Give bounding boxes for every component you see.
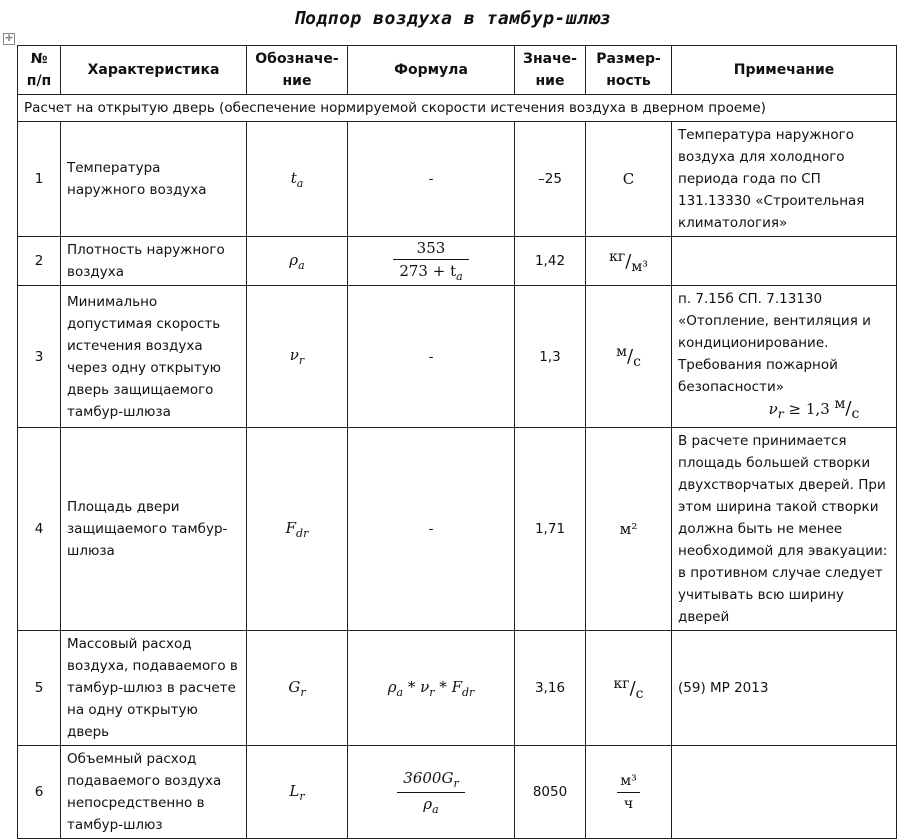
row-value: 1,42 [515,237,586,286]
row-unit: кг/с [586,631,672,746]
row-value: 1,71 [515,428,586,631]
row-unit: С [586,122,672,237]
row-unit: м³ ч [586,746,672,839]
header-dimension: Размер-ность [586,46,672,95]
header-formula: Формула [348,46,515,95]
row-formula: - [348,122,515,237]
table-row [18,631,897,746]
row-unit: кг/м³ [586,237,672,286]
row-num: 6 [18,746,61,839]
section-title: Расчет на открытую дверь (обеспечение нормируемой скорости истечения воздуха в дверном проеме) [18,95,897,122]
calculation-table [17,45,897,839]
row-symbol: $t_a$ [247,122,348,237]
table-row [18,428,897,631]
row-formula: $\frac{353}{273 + t_a}$ [348,237,515,286]
row-note: п. 7.15б СП. 7.13130 «Отопление, вентиляция и кондиционирование. Требования пожарной безопасности» $\nu_r \ge 1,3$ м/с [672,286,897,428]
table-row [18,237,897,286]
row-formula: - [348,286,515,428]
row-value: 3,16 [515,631,586,746]
row-note [672,237,897,286]
row-value: –25 [515,122,586,237]
row-num: 2 [18,237,61,286]
row-symbol: $G_r$ [247,631,348,746]
row-num: 1 [18,122,61,237]
move-anchor-icon[interactable]: ✛ [3,33,15,45]
row-characteristic: Минимально допустимая скорость истечения воздуха через одну открытую дверь защищаемого тамбур-шлюза [61,286,247,428]
row-formula: - [348,428,515,631]
row-value: 8050 [515,746,586,839]
header-num: № п/п [18,46,61,95]
row-symbol: $\rho_a$ [247,237,348,286]
header-characteristic: Характеристика [61,46,247,95]
row-num: 5 [18,631,61,746]
row-note: В расчете принимается площадь большей створки двухстворчатых дверей. При этом ширина такой створки должна быть не менее необходимой для эвакуации: в противном случае следует учитывать всю ширину дверей [672,428,897,631]
row-formula: $\rho_a * \nu_r * F_{dr}$ [348,631,515,746]
note-formula: $\nu_r \ge 1,3$ м/с [768,396,860,422]
row-symbol: $\nu_r$ [247,286,348,428]
row-characteristic: Массовый расход воздуха, подаваемого в тамбур-шлюз в расчете на одну открытую дверь [61,631,247,746]
row-unit: м² [586,428,672,631]
table-row [18,746,897,839]
row-characteristic: Плотность наружного воздуха [61,237,247,286]
row-formula: $\frac{3600G_r}{\rho_a}$ [348,746,515,839]
row-symbol: $F_{dr}$ [247,428,348,631]
row-note [672,746,897,839]
row-characteristic: Объемный расход подаваемого воздуха непосредственно в тамбур-шлюз [61,746,247,839]
header-note: Примечание [672,46,897,95]
row-note: (59) МР 2013 [672,631,897,746]
section-row [18,95,897,122]
row-value: 1,3 [515,286,586,428]
row-num: 3 [18,286,61,428]
table-row [18,122,897,237]
row-characteristic: Площадь двери защищаемого тамбур-шлюза [61,428,247,631]
row-unit: м/с [586,286,672,428]
header-row [18,46,897,95]
row-characteristic: Температура наружного воздуха [61,122,247,237]
header-symbol: Обозначе-ние [247,46,348,95]
header-value: Значе-ние [515,46,586,95]
row-num: 4 [18,428,61,631]
table-row [18,286,897,428]
row-symbol: $L_r$ [247,746,348,839]
document-title: Подпор воздуха в тамбур-шлюз [293,8,612,29]
row-note: Температура наружного воздуха для холодного периода года по СП 131.13330 «Строительная климатология» [672,122,897,237]
